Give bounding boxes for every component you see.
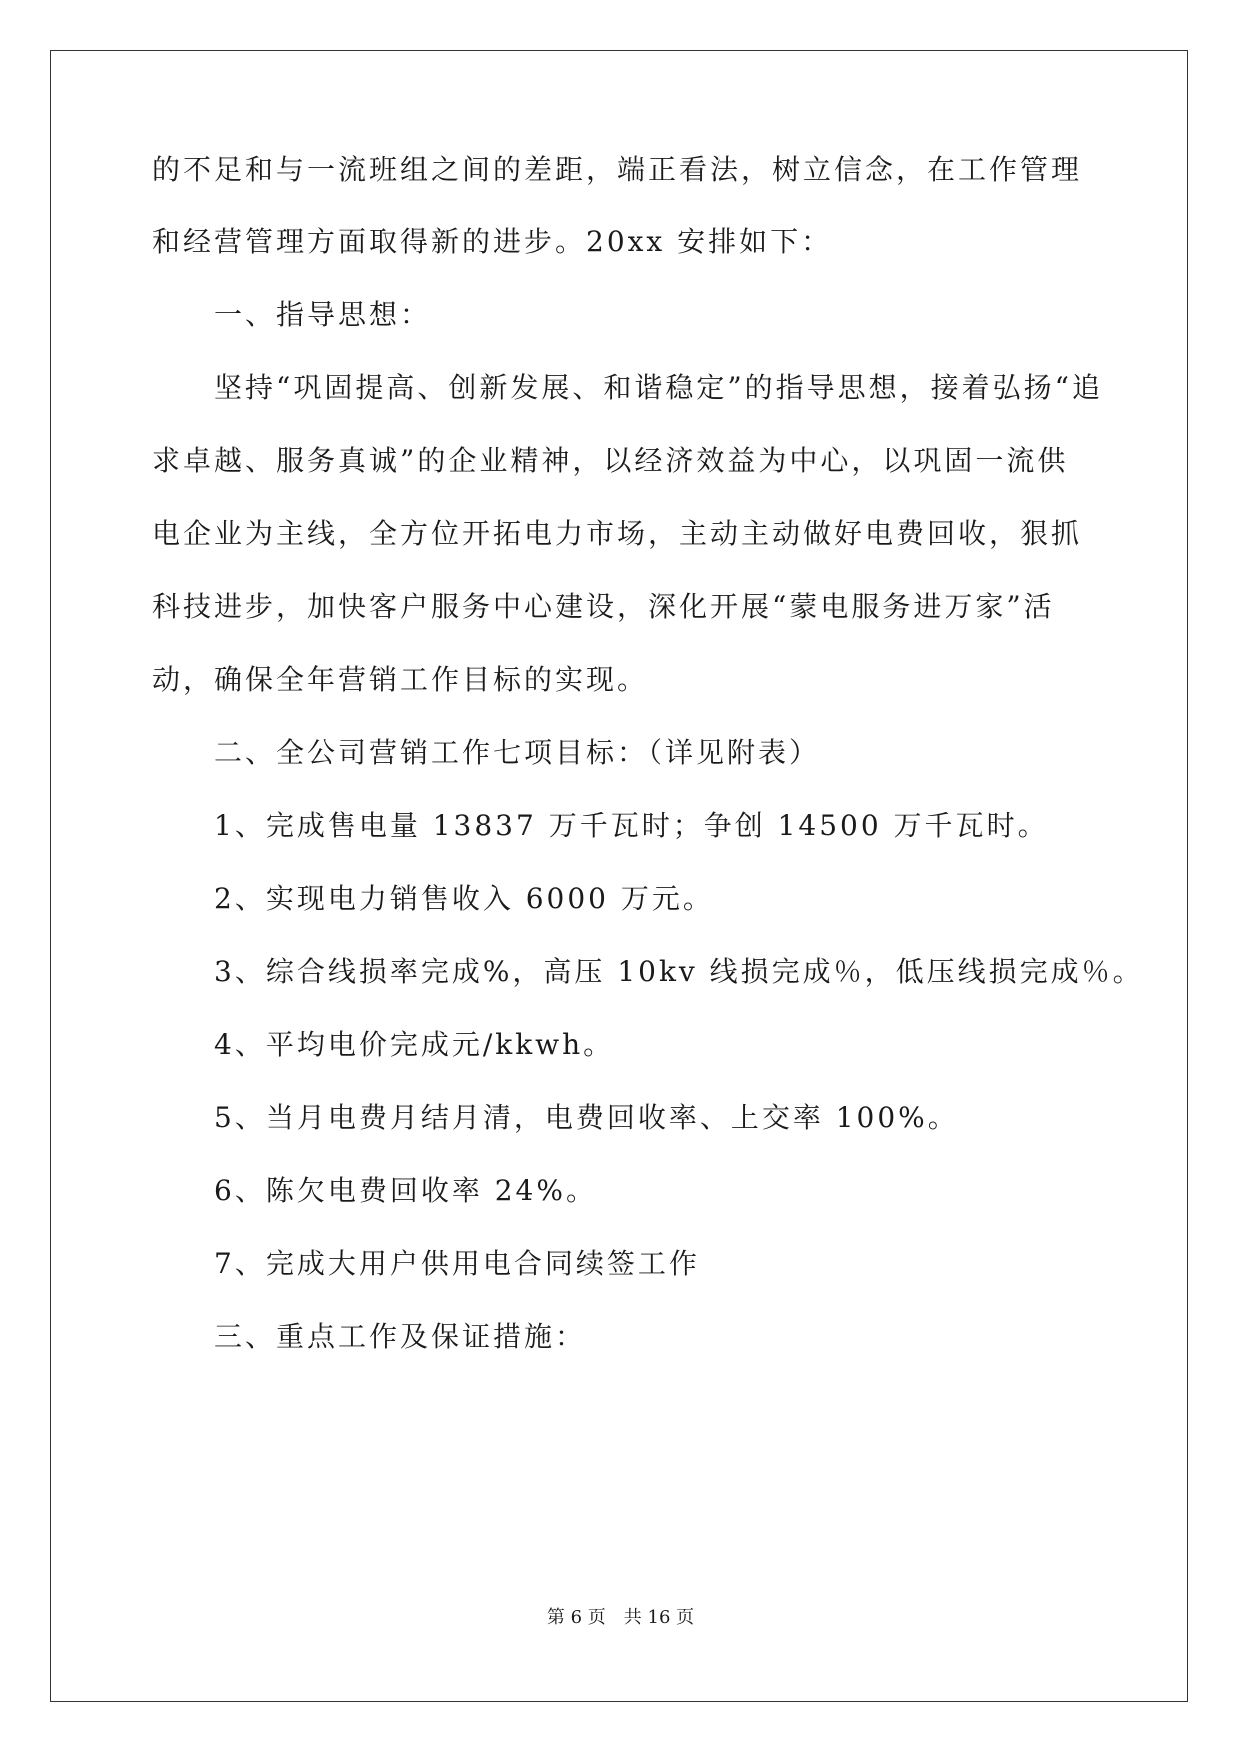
list-item: 4、平均电价完成元/kkwh。 (214, 1028, 615, 1061)
body-text-line: 电企业为主线，全方位开拓电力市场，主动主动做好电费回收，狠抓 (152, 517, 1083, 550)
list-item: 7、完成大用户供用电合同续签工作 (214, 1247, 700, 1280)
body-text-line: 的不足和与一流班组之间的差距，端正看法，树立信念，在工作管理 (152, 153, 1083, 186)
page-total: 共 16 页 (623, 1607, 695, 1628)
list-item: 2、实现电力销售收入 6000 万元。 (214, 882, 714, 915)
section-heading: 一、指导思想： (214, 298, 432, 331)
body-text-line: 科技进步，加快客户服务中心建设，深化开展“蒙电服务进万家”活 (152, 590, 1055, 623)
body-text-line: 求卓越、服务真诚”的企业精神，以经济效益为中心，以巩固一流供 (152, 444, 1069, 477)
body-text-line: 和经营管理方面取得新的进步。20xx 安排如下： (152, 225, 833, 258)
page-footer (0, 1606, 1241, 1630)
list-item: 5、当月电费月结月清，电费回收率、上交率 100%。 (214, 1101, 959, 1134)
section-heading: 三、重点工作及保证措施： (214, 1320, 587, 1353)
list-item: 3、综合线损率完成%，高压 10kv 线损完成％，低压线损完成％。 (214, 955, 1144, 988)
section-heading: 二、全公司营销工作七项目标：（详见附表） (214, 736, 821, 769)
list-item: 6、陈欠电费回收率 24%。 (214, 1174, 597, 1207)
body-text-line: 动，确保全年营销工作目标的实现。 (152, 663, 649, 696)
page-number: 第 6 页 (546, 1607, 606, 1628)
body-text-line: 坚持“巩固提高、创新发展、和谐稳定”的指导思想，接着弘扬“追 (214, 371, 1103, 404)
list-item: 1、完成售电量 13837 万千瓦时；争创 14500 万千瓦时。 (214, 809, 1049, 842)
